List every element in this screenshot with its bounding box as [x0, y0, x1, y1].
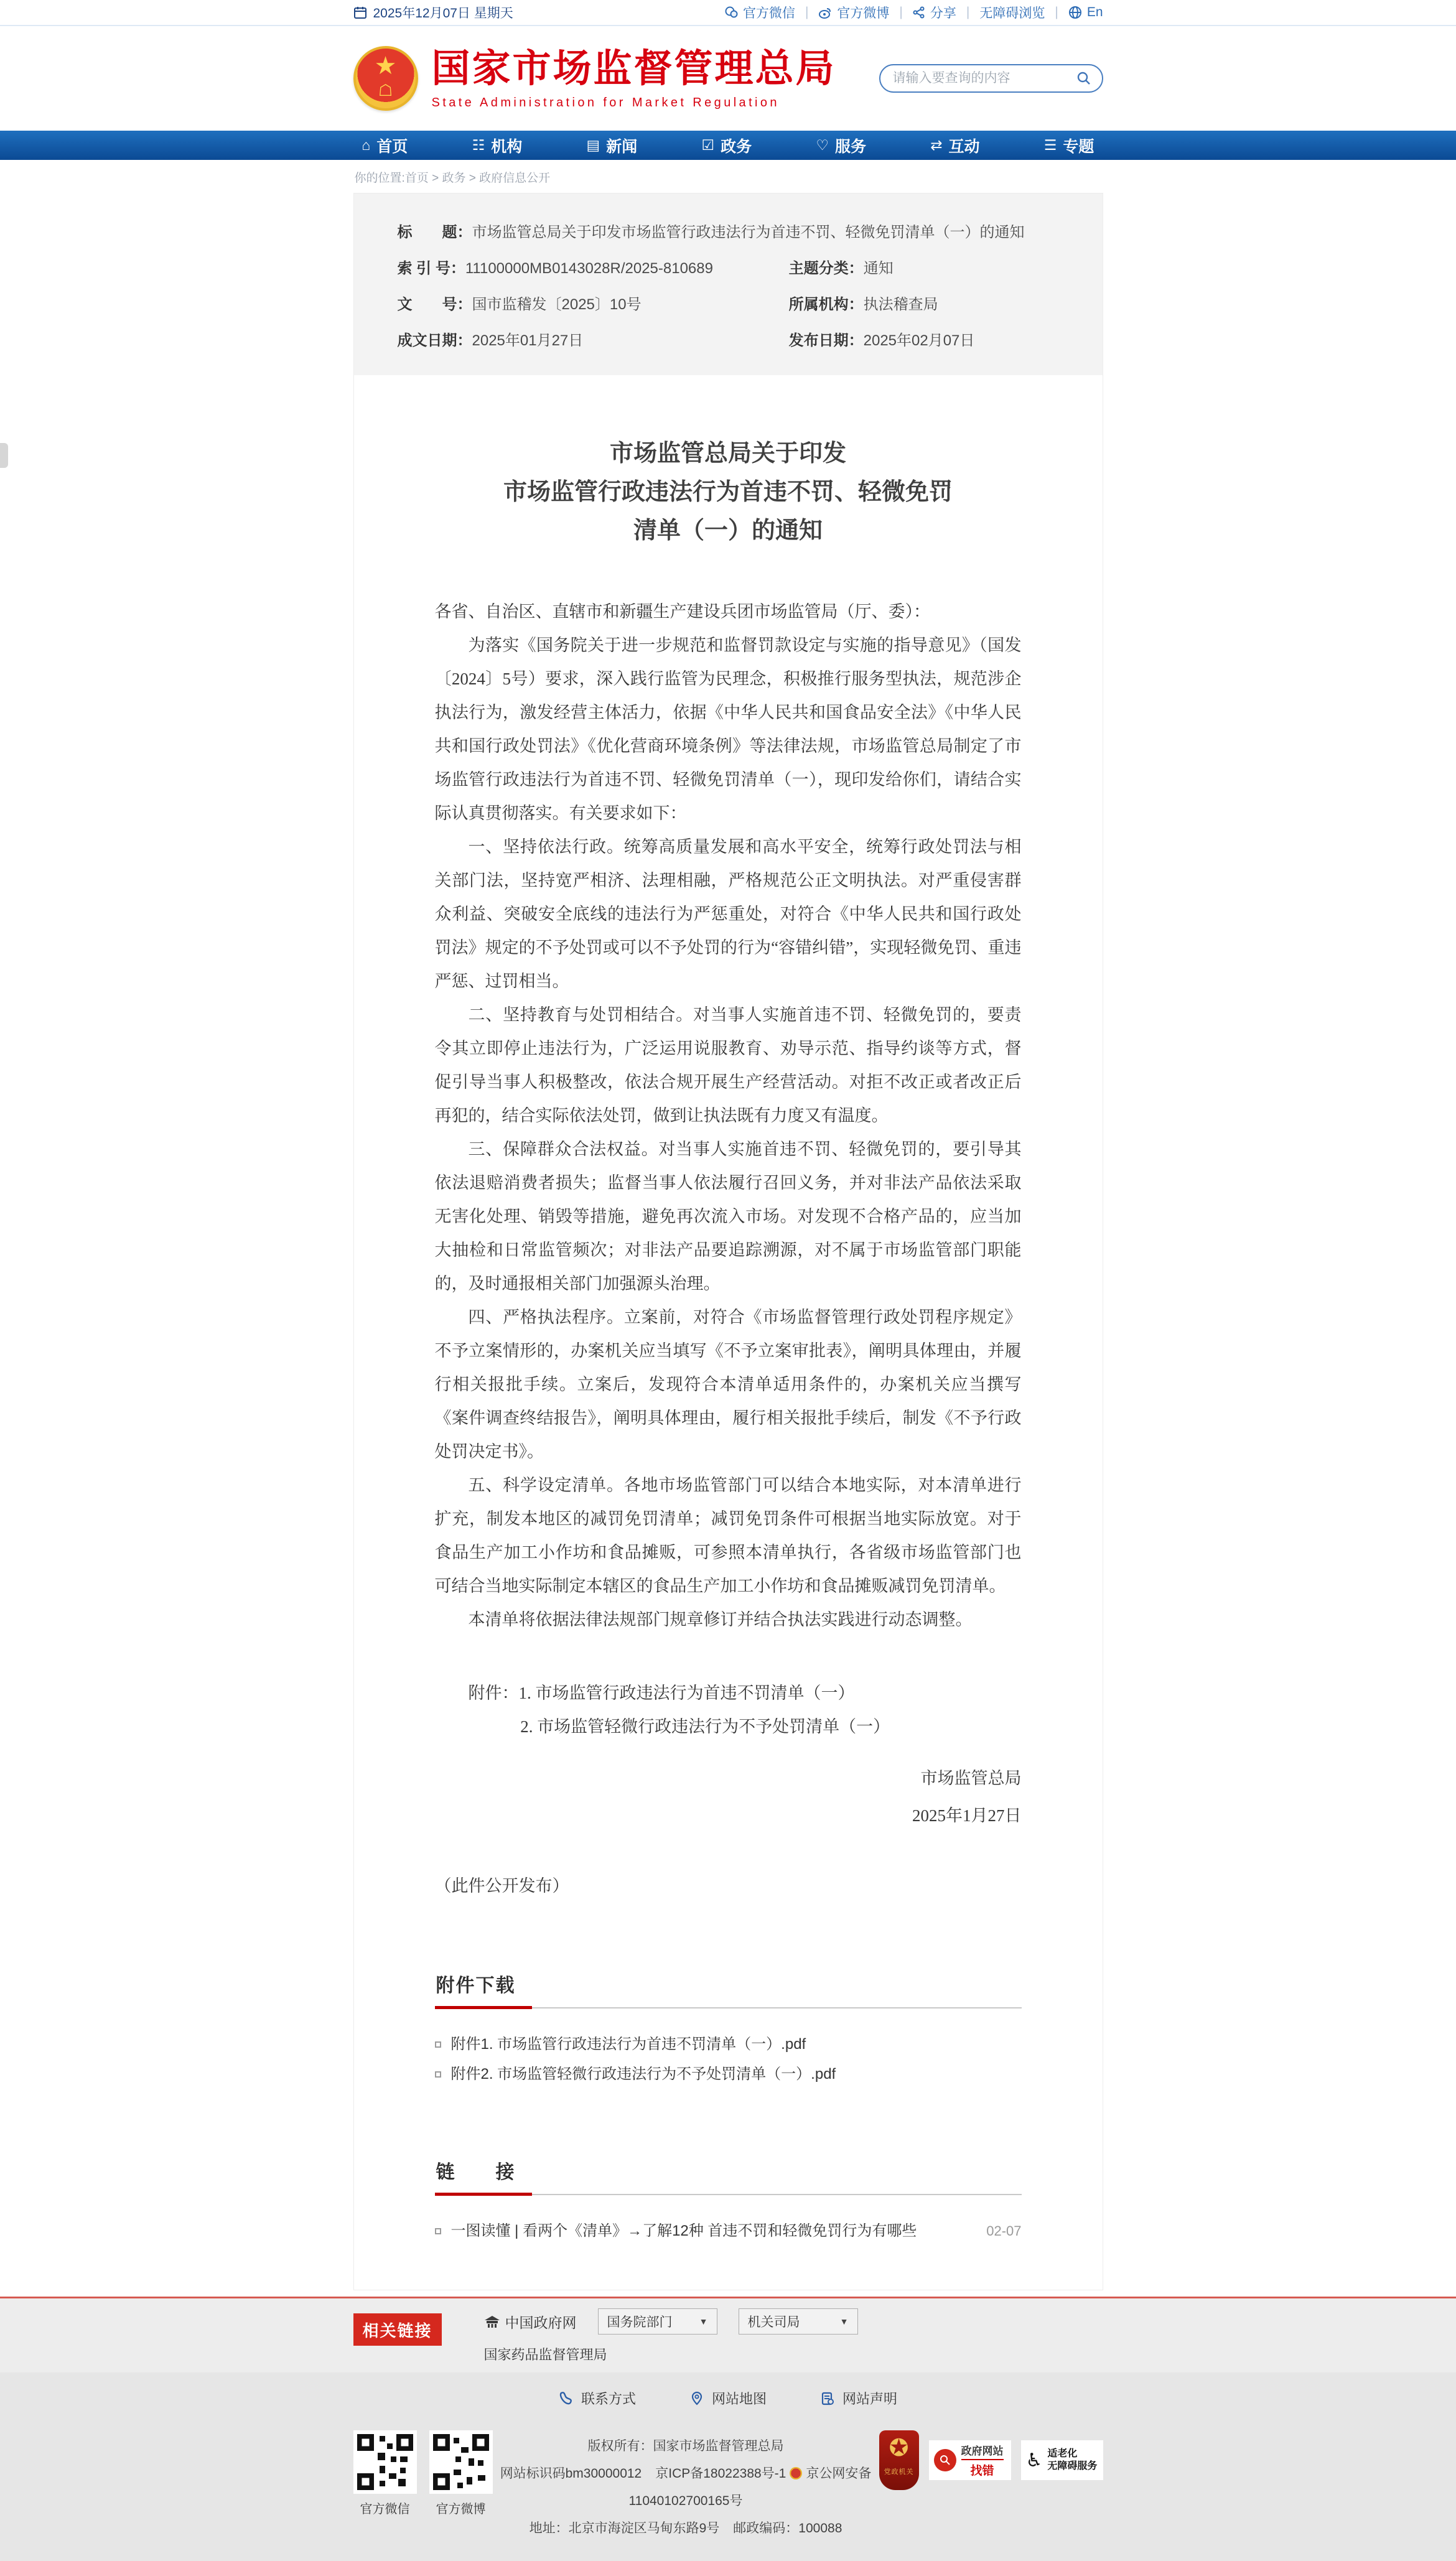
- related-links-section: [435, 2157, 1022, 2246]
- agency-bureaus-dropdown[interactable]: 机关司局 ▼: [739, 2308, 858, 2335]
- meta-title-value: 市场监管总局关于印发市场监管行政违法行为首违不罚、轻微免罚清单（一）的通知: [472, 224, 1025, 241]
- english-link[interactable]: En: [1068, 5, 1103, 20]
- main-navigation: [0, 131, 1456, 160]
- signer: 市场监管总局: [920, 1769, 1022, 1788]
- meta-index-label: 索 引 号：: [397, 260, 465, 277]
- china-gov-net-link[interactable]: 中国政府网: [484, 2311, 577, 2332]
- meta-publish-date-value: 2025年02月07日: [863, 332, 975, 349]
- paragraph: 四、严格执法程序。立案前，对符合《市场监督管理行政处罚程序规定》不予立案情形的，办案机关应当填写《不予立案审批表》，阐明具体理由，并履行相关报批手续。立案后，发现符合本清单适用条件的，办案机关应当撰写《案件调查终结报告》，阐明具体理由，履行相关报批手续后，制发《不予行政处罚决定书》。: [434, 1308, 1022, 1461]
- search-input[interactable]: [893, 71, 1076, 86]
- gov-site-error-report-badge[interactable]: 政府网站 找错: [929, 2440, 1011, 2480]
- document-metadata: [354, 194, 1103, 375]
- chevron-down-icon: ▼: [839, 2316, 849, 2326]
- calendar-icon: [353, 6, 367, 19]
- breadcrumb: 你的位置:首页 > 政务 > 政府信息公开: [354, 172, 551, 185]
- wheelchair-icon: ♿: [1025, 2450, 1043, 2471]
- paragraph: 一、坚持依法行政。统筹高质量发展和高水平安全，统筹行政处罚法与相关部门法，坚持宽严相济、法理相融，严格规范公正文明执法。对严重侵害群众利益、突破安全底线的违法行为严惩重处，对符合《中华人民共和国行政处罚法》规定的不予处罚或可以不予处罚的行为“容错纠错”，实现轻微免罚、重违严惩、过罚相当。: [434, 837, 1022, 991]
- breadcrumb-current: 政府信息公开: [479, 172, 551, 185]
- square-bullet-icon: [435, 2071, 441, 2078]
- arrows-exchange-icon: ⇄: [930, 137, 943, 153]
- meta-org-label: 所属机构：: [788, 296, 864, 313]
- party-emblem-icon: ✪: [889, 2435, 909, 2461]
- square-bullet-icon: [435, 2041, 441, 2048]
- globe-icon: [1068, 6, 1082, 19]
- copyright-line: 版权所有：国家市场监督管理总局: [587, 2439, 784, 2453]
- org-chart-icon: ☷: [472, 137, 485, 153]
- separator: |: [1055, 5, 1058, 19]
- official-weibo-link[interactable]: 官方微博: [818, 3, 889, 22]
- sitemap-link[interactable]: 网站地图: [689, 2389, 767, 2408]
- related-links-button[interactable]: 相关链接: [353, 2313, 442, 2346]
- gov-building-icon: [484, 2315, 500, 2328]
- nmpa-link[interactable]: 国家药品监督管理局: [483, 2347, 607, 2363]
- date-text: 2025年12月07日 星期天: [373, 6, 513, 21]
- site-footer: [0, 2372, 1456, 2561]
- square-bullet-icon: [435, 2228, 441, 2234]
- paragraph: 为落实《国务院关于进一步规范和监督罚款设定与实施的指导意见》（国发〔2024〕5号）要求，深入践行监管为民理念，积极推行服务型执法，规范涉企执法行为，激发经营主体活力，依据《中华人民共和国食品安全法》《中华人民共和国行政处罚法》《优化营商环境条例》等法律法规，市场监管总局制定了市场监管行政违法行为首违不罚、轻微免罚清单（一），现印发给你们，请结合实际认真贯彻落实。有关要求如下：: [434, 636, 1022, 823]
- official-wechat-link[interactable]: 官方微信: [724, 3, 795, 22]
- weibo-icon: [818, 6, 832, 19]
- registration-line: [493, 2460, 879, 2515]
- separator: |: [805, 5, 809, 19]
- meta-title-label: 标 题：: [397, 224, 472, 241]
- related-article-link[interactable]: 一图读懂 | 看两个《清单》→了解12种 首违不罚和轻微免罚行为有哪些 02-07: [435, 2216, 1022, 2246]
- national-emblem-icon: ★ ☖: [353, 46, 418, 111]
- contact-link[interactable]: 联系方式: [559, 2389, 636, 2408]
- site-code: 网站标识码bm30000012: [500, 2466, 642, 2481]
- site-logo[interactable]: [353, 46, 836, 111]
- accessibility-service-badge[interactable]: ♿ 适老化 无障碍服务: [1021, 2440, 1103, 2480]
- links-heading: 链 接: [435, 2157, 532, 2196]
- related-links-bar: [0, 2297, 1456, 2372]
- nav-item-home[interactable]: ⌂ 首页: [362, 137, 408, 156]
- signature-block: [435, 1760, 1022, 1834]
- weibo-qr-code: 官方微博: [429, 2430, 493, 2517]
- nav-item-government-affairs[interactable]: ☑ 政务: [701, 137, 752, 156]
- meta-category-value: 通知: [863, 260, 894, 277]
- public-release-note: （此件公开发布）: [434, 1877, 569, 1895]
- document-title: 市场监管总局关于印发 市场监管行政违法行为首违不罚、轻微免罚 清单（一）的通知: [503, 441, 953, 544]
- police-badge-icon: [790, 2467, 802, 2479]
- list-icon: ☰: [1043, 137, 1057, 153]
- breadcrumb-home[interactable]: 首页: [404, 172, 429, 185]
- meta-org-value: 执法稽查局: [863, 296, 938, 313]
- meta-docnum-label: 文 号：: [397, 296, 472, 313]
- paragraph: 本清单将依据法律法规部门规章修订并结合执法实践进行动态调整。: [468, 1610, 973, 1629]
- address-line: 地址：北京市海淀区马甸东路9号 邮政编码：100088: [529, 2521, 842, 2535]
- map-pin-icon: [689, 2391, 704, 2406]
- site-statement-link[interactable]: 网站声明: [820, 2389, 897, 2408]
- meta-index-value: 11100000MB0143028R/2025-810689: [465, 260, 713, 277]
- meta-publish-date-label: 发布日期：: [788, 332, 864, 349]
- share-link[interactable]: 分享: [913, 3, 956, 22]
- site-title-english: State Administration for Market Regulation: [431, 95, 780, 110]
- document-icon: [820, 2391, 835, 2406]
- meta-written-date-value: 2025年01月27日: [472, 332, 584, 349]
- nav-item-topics[interactable]: ☰ 专题: [1043, 137, 1094, 156]
- separator: |: [899, 5, 903, 19]
- icp-number[interactable]: 京ICP备18022388号-1: [655, 2466, 786, 2481]
- share-icon: [913, 6, 925, 19]
- breadcrumb-zhengwu[interactable]: 政务: [442, 172, 466, 185]
- state-council-departments-dropdown[interactable]: 国务院部门 ▼: [598, 2308, 717, 2335]
- meta-docnum-value: 国市监稽发〔2025〕10号: [472, 296, 642, 313]
- gov-badge-icon: ☑: [701, 137, 715, 153]
- nav-item-services[interactable]: ♡ 服务: [816, 137, 867, 156]
- current-date: [353, 3, 513, 22]
- separator: |: [966, 5, 970, 19]
- document-panel: [353, 193, 1103, 2290]
- search-icon: [1076, 70, 1092, 86]
- document-body: [435, 595, 1022, 1903]
- paragraph: 五、科学设定清单。各地市场监管部门可以结合本地实际，对本清单进行扩充，制发本地区的减罚免罚清单；减罚免罚条件可根据当地实际放宽。对于食品生产加工小作坊和食品摊贩，可参照本清单执行，各省级市场监管部门也可结合当地实际制定本辖区的食品生产加工小作坊和食品摊贩减罚免罚清单。: [434, 1476, 1022, 1595]
- meta-category-label: 主题分类：: [788, 260, 864, 277]
- side-float-tab[interactable]: [0, 443, 8, 468]
- top-utility-bar: [0, 0, 1456, 26]
- search-button[interactable]: [1076, 70, 1092, 86]
- phone-icon: [559, 2391, 574, 2406]
- chevron-down-icon: ▼: [699, 2316, 708, 2326]
- attachment-link-1[interactable]: 附件1. 市场监管行政违法行为首违不罚清单（一）.pdf: [435, 2030, 1022, 2060]
- wechat-icon: [724, 6, 738, 19]
- nav-item-organization[interactable]: ☷ 机构: [472, 137, 523, 156]
- nav-item-news[interactable]: ▤ 新闻: [586, 137, 638, 156]
- meta-written-date-label: 成文日期：: [397, 332, 472, 349]
- party-gov-badge[interactable]: ✪ 党政机关: [879, 2430, 919, 2490]
- site-header: [0, 26, 1456, 131]
- home-icon: ⌂: [362, 137, 371, 153]
- psb-number[interactable]: 京公网安备 11040102700165号: [628, 2466, 872, 2508]
- accessibility-link[interactable]: 无障碍浏览: [979, 6, 1045, 21]
- salutation: 各省、自治区、直辖市和新疆生产建设兵团市场监管局（厅、委）：: [434, 602, 930, 621]
- sign-date: 2025年1月27日: [912, 1806, 1022, 1825]
- attachments-heading: 附件下载: [435, 1970, 532, 2009]
- wechat-qr-code: 官方微信: [353, 2430, 417, 2517]
- nav-item-interaction[interactable]: ⇄ 互动: [930, 137, 980, 156]
- footer-copyright-block: [493, 2430, 879, 2542]
- site-search: [879, 64, 1103, 93]
- paragraph: 三、保障群众合法权益。对当事人实施首违不罚、轻微免罚的，要引导其依法退赔消费者损失；监督当事人依法履行召回义务，并对非法产品依法采取无害化处理、销毁等措施，避免再次流入市场。对发现不合格产品的，应当加大抽检和日常监管频次；对非法产品要追踪溯源，对不属于市场监管部门职能的，及时通报相关部门加强源头治理。: [434, 1140, 1022, 1293]
- heart-icon: ♡: [816, 137, 829, 153]
- magnifier-icon: [934, 2449, 956, 2471]
- attachment-references: 附件：1. 市场监管行政违法行为首违不罚清单（一） 2. 市场监管轻微行政违法行为不予处罚清单（一）: [468, 1684, 890, 1736]
- paragraph: 二、坚持教育与处罚相结合。对当事人实施首违不罚、轻微免罚的，要责令其立即停止违法行为，广泛运用说服教育、劝导示范、指导约谈等方式，督促引导当事人积极整改，依法合规开展生产经营活动。对拒不改正或者改正后再犯的，结合实际依法处罚，做到让执法既有力度又有温度。: [434, 1005, 1022, 1125]
- attachment-link-2[interactable]: 附件2. 市场监管轻微行政违法行为不予处罚清单（一）.pdf: [435, 2060, 1022, 2089]
- site-title: 国家市场监督管理总局: [431, 47, 836, 90]
- news-icon: ▤: [586, 137, 600, 153]
- attachments-download-section: [435, 1970, 1022, 2089]
- article-date: 02-07: [986, 2223, 1022, 2239]
